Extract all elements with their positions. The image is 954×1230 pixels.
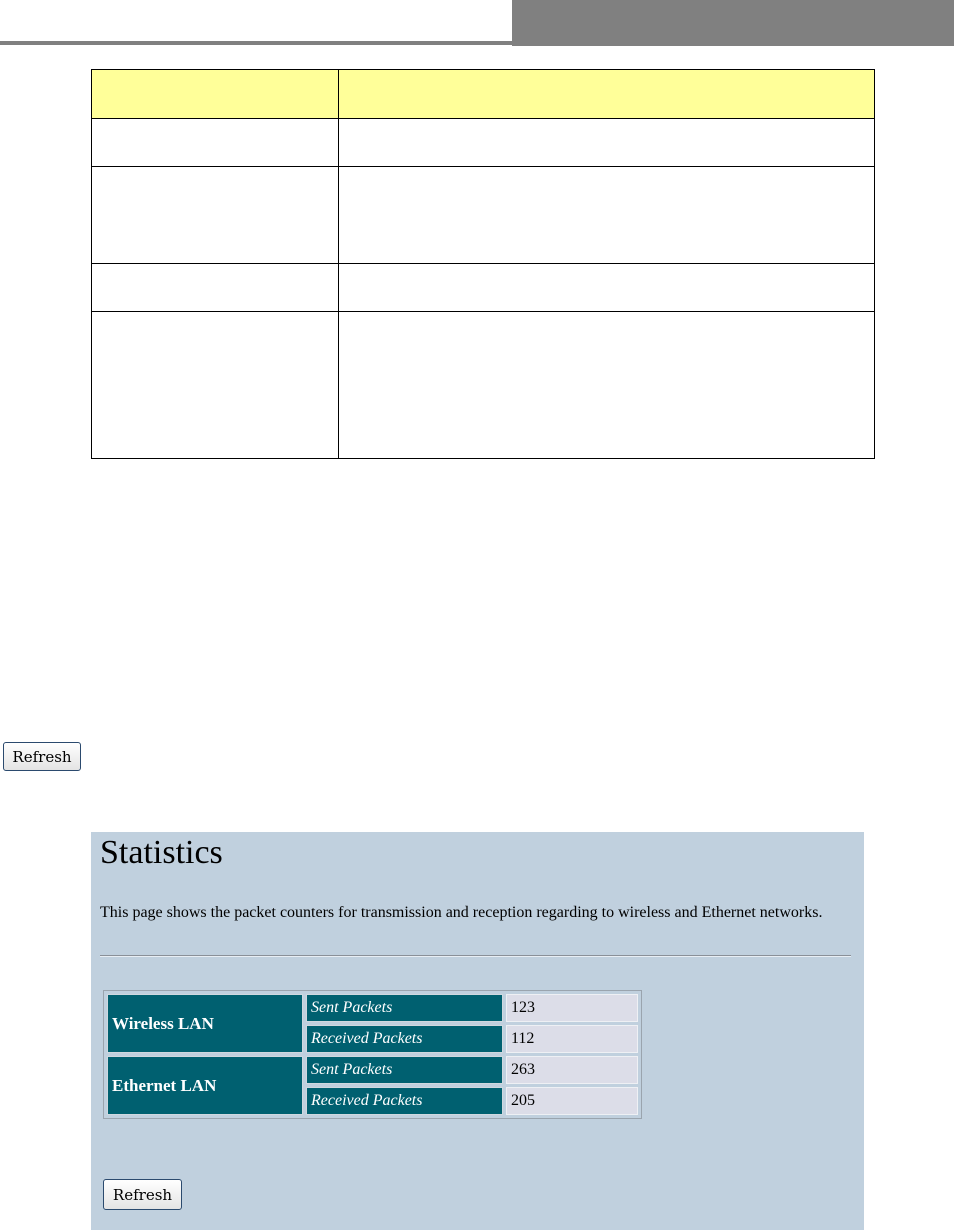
metric-value: 263 bbox=[506, 1056, 638, 1084]
statistics-refresh-button[interactable]: Refresh bbox=[103, 1179, 182, 1210]
parameter-table-row bbox=[92, 119, 875, 167]
parameter-table-cell bbox=[92, 167, 339, 264]
parameter-table-header-cell bbox=[339, 70, 875, 119]
metric-label: Received Packets bbox=[306, 1087, 503, 1115]
statistics-table bbox=[103, 990, 642, 1119]
refresh-button[interactable]: Refresh bbox=[3, 742, 81, 771]
statistics-panel bbox=[91, 832, 864, 1230]
metric-label: Sent Packets bbox=[306, 994, 503, 1022]
parameter-table-cell bbox=[339, 264, 875, 312]
metric-value: 112 bbox=[506, 1025, 638, 1053]
page-title: Statistics bbox=[100, 834, 223, 871]
parameter-table-cell bbox=[339, 312, 875, 459]
table-row bbox=[107, 994, 638, 1022]
parameter-table-header-row bbox=[92, 70, 875, 119]
table-row bbox=[107, 1056, 638, 1084]
parameter-table-cell bbox=[92, 312, 339, 459]
page-description: This page shows the packet counters for transmission and reception regarding to wireless and Ethernet networks. bbox=[100, 904, 823, 921]
metric-label: Sent Packets bbox=[306, 1056, 503, 1084]
parameter-table-row bbox=[92, 167, 875, 264]
parameter-table-row bbox=[92, 312, 875, 459]
metric-label: Received Packets bbox=[306, 1025, 503, 1053]
header-bar bbox=[512, 0, 954, 46]
group-label-wireless-lan: Wireless LAN bbox=[107, 994, 303, 1053]
parameter-table-cell bbox=[339, 119, 875, 167]
parameter-table-header-cell bbox=[92, 70, 339, 119]
parameter-table-cell bbox=[92, 264, 339, 312]
parameter-table-row bbox=[92, 264, 875, 312]
group-label-ethernet-lan: Ethernet LAN bbox=[107, 1056, 303, 1115]
metric-value: 123 bbox=[506, 994, 638, 1022]
parameter-table bbox=[91, 69, 875, 459]
parameter-table-cell bbox=[92, 119, 339, 167]
metric-value: 205 bbox=[506, 1087, 638, 1115]
parameter-table-cell bbox=[339, 167, 875, 264]
header-rule bbox=[0, 41, 512, 45]
divider bbox=[100, 955, 851, 957]
